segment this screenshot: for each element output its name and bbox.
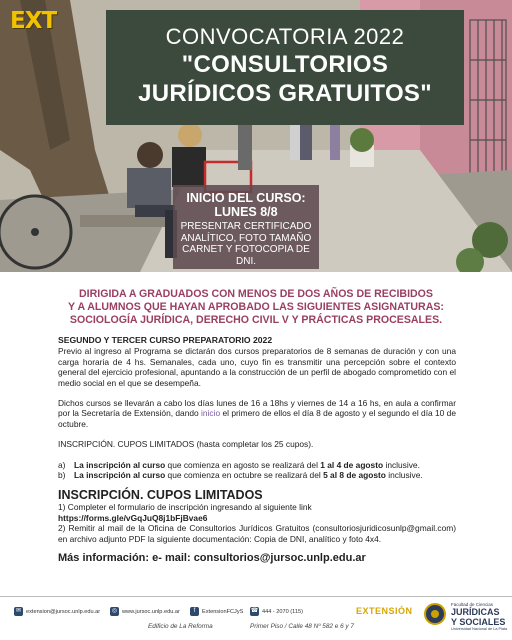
item-b-mid: que comienza en octubre se realizará del [165,470,324,481]
facebook-icon: f [190,607,199,616]
step-1: 1) Completer el formulario de inscripción ingresando al siguiente link [58,502,312,513]
inscription-heading: INSCRIPCIÓN. CUPOS LIMITADOS [58,488,263,503]
footer-phone-text: 444 - 2070 (115) [262,608,303,615]
list-item-b [58,470,456,480]
faculty-small: Facultad de Ciencias [451,602,494,607]
footer-facebook-text: ExtensionFCJyS [202,608,244,615]
seal-center [431,610,439,618]
footer-web-text: www.jursoc.unlp.edu.ar [122,608,180,615]
faculty-tiny: Universidad Nacional de La Plata [451,627,508,631]
item-b-bold1: La inscripción al curso [74,470,166,481]
more-info-email[interactable]: Más información: e- mail: consultorios@jursoc.unlp.edu.ar [58,552,366,565]
item-a-end: inclusive. [383,459,420,470]
list-item-a [58,460,456,470]
list-marker-a: a) [58,459,66,470]
course-start-date: LUNES 8/8 [214,205,278,219]
footer [0,600,512,640]
lead-text [30,288,482,328]
schedule-text-b: el primero de ellos el día 8 de agosto y el segundo el día 10 de octubre. [58,408,457,429]
footer-email[interactable] [14,607,100,616]
globe-icon: ◎ [111,608,118,614]
footer-address: Primer Piso / Calle 48 Nº 582 e 6 y 7 [250,623,354,630]
course-start-label: INICIO DEL CURSO: [186,191,306,205]
faculty-big-1: JURÍDICAS [451,607,500,617]
lead-line-1: DIRIGIDA A GRADUADOS CON MENOS DE DOS AÑOS DE RECIBIDOS [79,288,433,300]
schedule-text-a: Dichos cursos se llevarán a cabo los días lunes de 16 a 18hs y viernes de 14 a 16 hs, en aula a confirmar por la Secretaría de Extensión, dando [58,398,456,419]
footer-building: Edificio de La Reforma [148,623,213,630]
form-link[interactable]: https://forms.gle/vGqJuQ8j1bFjBvae6 [58,512,208,523]
footer-web[interactable] [110,607,180,616]
step-2: 2) Remitir al mail de la Oficina de Consultorios Jurídicos Gratuitos (consultoriosjuridicosunlp@gmail.com) en archivo adjunto PDF la siguiente documentación: Copia de DNI, analítico y foto 4x4. [58,523,456,544]
lead-line-3: SOCIOLOGÍA JURÍDICA, DERECHO CIVIL V Y PRÁCTICAS PROCESALES. [69,314,443,327]
course-start-box [173,185,319,269]
footer-phone[interactable] [250,607,303,616]
footer-divider [0,596,512,597]
title-line-convocatoria: CONVOCATORIA 2022 [165,24,405,49]
faculty-big-2: Y SOCIALES [451,616,506,627]
inscripcion-line: INSCRIPCIÓN. CUPOS LIMITADOS (hasta completar los 25 cupos). [58,439,314,450]
extension-label: EXTENSIÓN [356,606,413,616]
footer-email-text: extension@jursoc.unlp.edu.ar [26,608,101,615]
footer-facebook[interactable] [190,607,243,616]
item-a-mid: que comienza en agosto se realizará del [165,459,321,470]
title-line-juridicos: JURÍDICOS GRATUITOS" [138,80,432,107]
ext-logo: EXT [10,8,57,34]
course-requirements: PRESENTAR CERTIFICADO ANALÍTICO, FOTO TAMAÑO CARNET Y FOTOCOPIA DE DNI. [180,221,312,267]
phone-icon: ☎ [250,608,259,614]
mail-icon: ✉ [15,608,22,614]
list-marker-b: b) [58,470,66,481]
schedule-highlight: inicio [201,408,221,419]
paragraph-schedule [58,398,456,429]
title-line-consultorios: "CONSULTORIOS [181,51,389,78]
lead-line-2: Y A ALUMNOS QUE HAYAN APROBADO LAS SIGUIENTES ASIGNATURAS: [68,301,444,314]
title-box [106,10,464,125]
item-b-dates: 5 al 8 de agosto [323,470,386,481]
university-seal [424,603,446,625]
main-content [58,335,456,565]
hero-photo [0,0,512,272]
faculty-logo [451,602,507,632]
section-title: SEGUNDO Y TERCER CURSO PREPARATORIO 2022 [58,335,273,345]
item-a-bold1: La inscripción al curso [74,459,166,470]
item-b-end: inclusive. [385,470,423,481]
paragraph-intro: Previo al ingreso al Programa se dictarán dos cursos preparatorios de 8 semanas de duración y con una carga horaria de 4 hs. Semanales, cada uno, cuyo fin es transmitir una percepción sobre el contexto general del ejercicio profesional, apuntando a la construcción de un perfil de abogado comprometido con el medio social en el que se desempeña. [58,346,456,388]
item-a-dates: 1 al 4 de agosto [320,459,384,470]
